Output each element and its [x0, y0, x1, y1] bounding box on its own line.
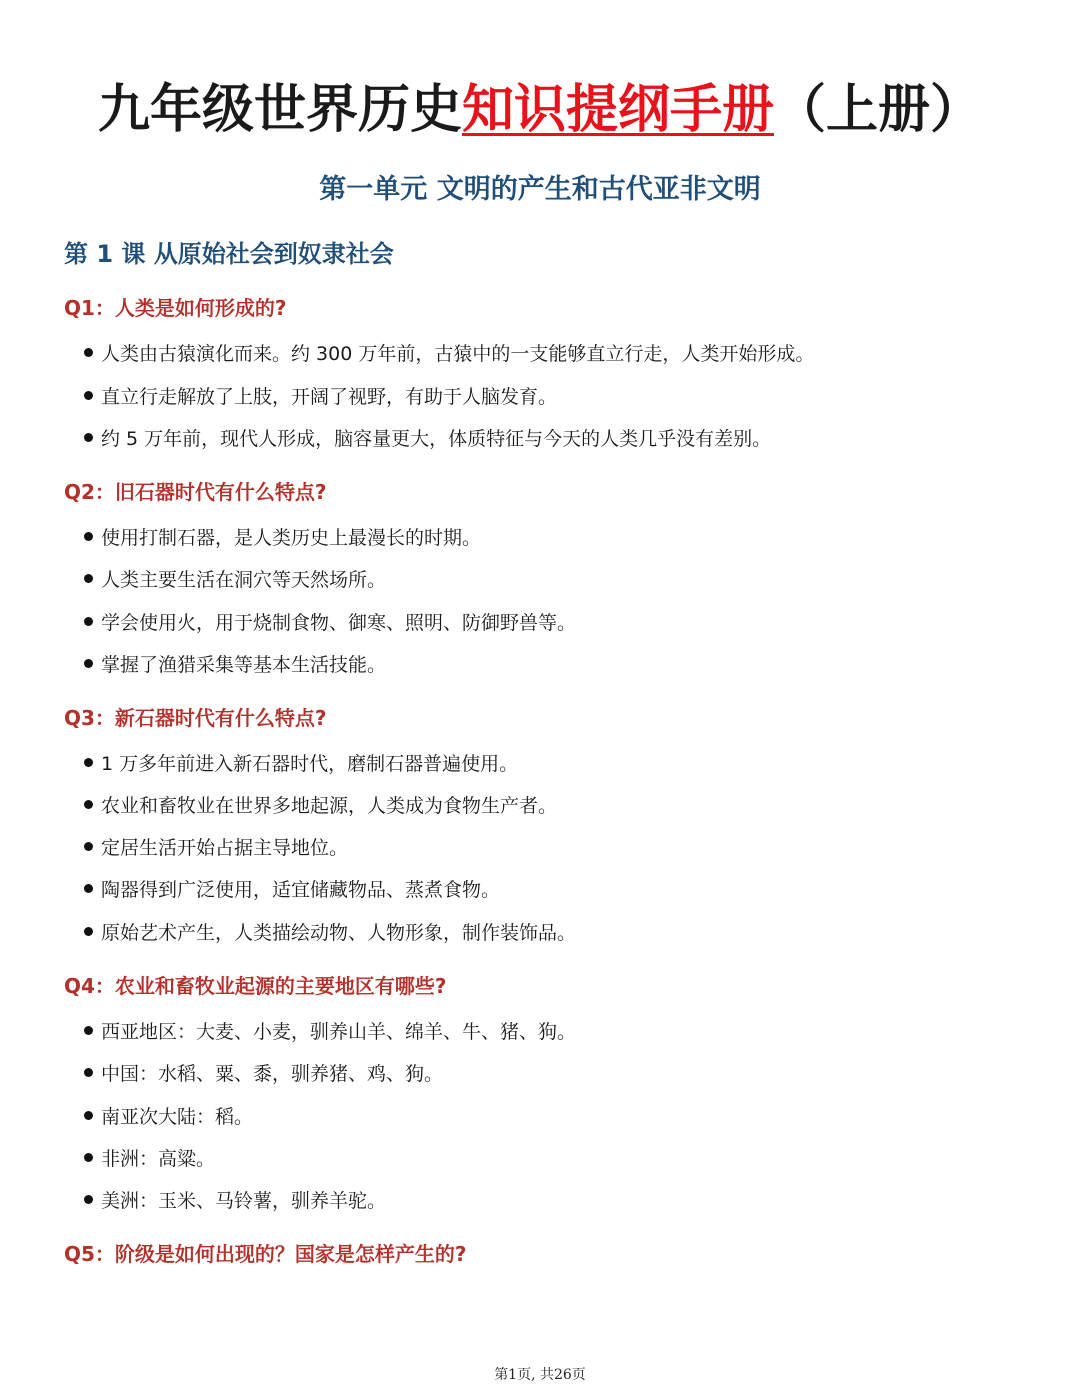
list-item: 使用打制石器，是人类历史上最漫长的时期。: [84, 524, 481, 552]
list-item: 中国：水稻、粟、黍，驯养猪、鸡、狗。: [84, 1060, 443, 1088]
list-item: 人类主要生活在洞穴等天然场所。: [84, 566, 386, 594]
list-item: 南亚次大陆：稻。: [84, 1103, 253, 1131]
title-part-2: （上册）: [774, 80, 983, 140]
bullet-icon: [84, 758, 93, 767]
title-part-1: 九年级世界历史: [97, 80, 462, 140]
bullet-icon: [84, 1111, 93, 1120]
bullet-icon: [84, 433, 93, 442]
bullet-icon: [84, 927, 93, 936]
list-item: 直立行走解放了上肢，开阔了视野，有助于人脑发育。: [84, 383, 557, 411]
lesson-heading: 第 1 课 从原始社会到奴隶社会: [64, 240, 394, 268]
question-heading: Q4：农业和畜牧业起源的主要地区有哪些?: [64, 974, 447, 998]
document-title: [0, 78, 1080, 142]
title-highlight: 知识提纲手册: [461, 80, 774, 140]
bullet-icon: [84, 1195, 93, 1204]
question-heading: Q3：新石器时代有什么特点?: [64, 706, 327, 730]
list-item: 非洲：高粱。: [84, 1145, 215, 1173]
bullet-icon: [84, 1153, 93, 1162]
bullet-icon: [84, 659, 93, 668]
bullet-icon: [84, 348, 93, 357]
page-footer: 第1页, 共26页: [494, 1367, 586, 1383]
bullet-icon: [84, 574, 93, 583]
list-item: 人类由古猿演化而来。约 300 万年前，古猿中的一支能够直立行走，人类开始形成。: [84, 340, 814, 368]
unit-heading: 第一单元 文明的产生和古代亚非文明: [319, 174, 761, 205]
question-heading: Q2：旧石器时代有什么特点?: [64, 480, 327, 504]
list-item: 掌握了渔猎采集等基本生活技能。: [84, 651, 386, 679]
list-item: 西亚地区：大麦、小麦，驯养山羊、绵羊、牛、猪、狗。: [84, 1018, 576, 1046]
list-item: 1 万多年前进入新石器时代，磨制石器普遍使用。: [84, 750, 518, 778]
bullet-icon: [84, 842, 93, 851]
list-item: 定居生活开始占据主导地位。: [84, 834, 348, 862]
bullet-icon: [84, 800, 93, 809]
bullet-icon: [84, 884, 93, 893]
bullet-icon: [84, 532, 93, 541]
question-heading: Q5：阶级是如何出现的？国家是怎样产生的?: [64, 1242, 467, 1266]
question-heading: Q1：人类是如何形成的?: [64, 296, 287, 320]
list-item: 陶器得到广泛使用，适宜储藏物品、蒸煮食物。: [84, 876, 500, 904]
bullet-icon: [84, 1026, 93, 1035]
bullet-icon: [84, 1068, 93, 1077]
list-item: 原始艺术产生，人类描绘动物、人物形象，制作装饰品。: [84, 919, 576, 947]
bullet-icon: [84, 617, 93, 626]
list-item: 农业和畜牧业在世界多地起源，人类成为食物生产者。: [84, 792, 557, 820]
bullet-icon: [84, 391, 93, 400]
list-item: 美洲：玉米、马铃薯，驯养羊驼。: [84, 1187, 386, 1215]
list-item: 学会使用火，用于烧制食物、御寒、照明、防御野兽等。: [84, 609, 576, 637]
list-item: 约 5 万年前，现代人形成，脑容量更大，体质特征与今天的人类几乎没有差别。: [84, 425, 771, 453]
